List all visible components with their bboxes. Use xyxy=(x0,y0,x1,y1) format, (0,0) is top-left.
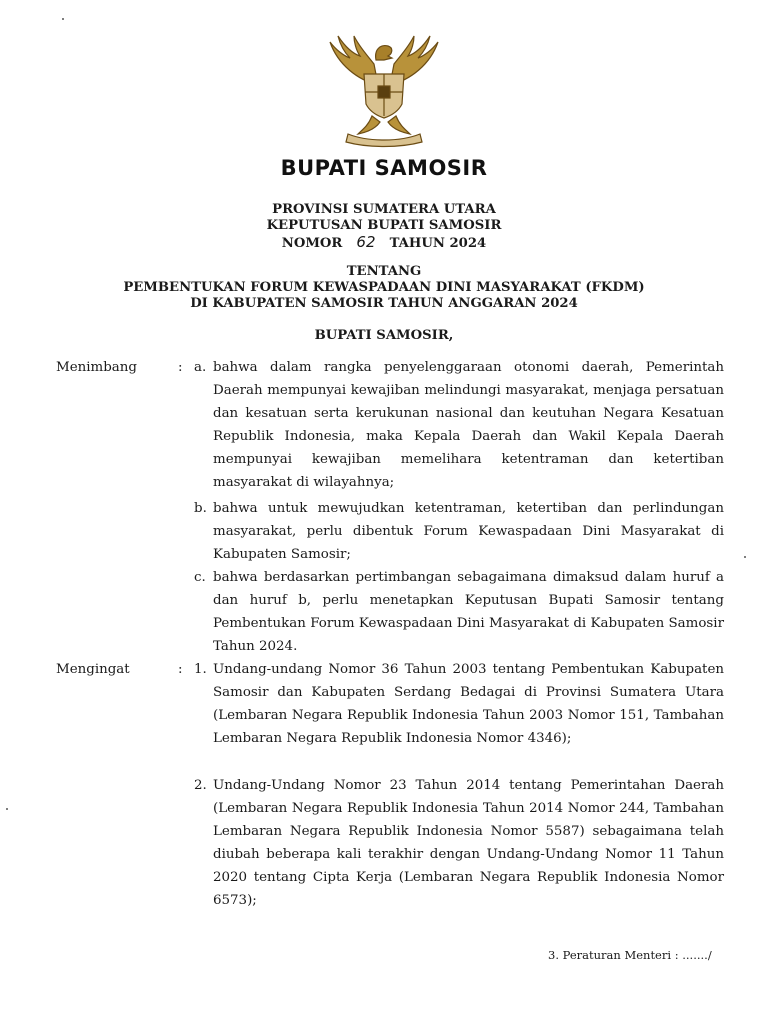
scan-speck xyxy=(62,18,64,20)
continuation-note: 3. Peraturan Menteri : ......./ xyxy=(548,948,712,962)
mengingat-item-2-text: Undang-Undang Nomor 23 Tahun 2014 tentang Pemerintahan Daerah (Lembaran Negara Republik Indonesia Tahun 2014 Nomor 244, Tambahan Lembaran Negara Republik Indonesia Nomor 5587) sebagaimana telah diubah beberapa kali terakhir dengan Undang-Undang Nomor 11 Tahun 2020 tentang Cipta Kerja (Lembaran Negara Republik Indonesia Nomor 6573); xyxy=(213,778,724,908)
province-line: PROVINSI SUMATERA UTARA xyxy=(272,202,496,217)
menimbang-item-b-text: bahwa untuk mewujudkan ketentraman, ketertiban dan perlindungan masyarakat, perlu dibentuk Forum Kewaspadaan Dini Masyarakat di Kabupaten Samosir; xyxy=(213,501,724,562)
scan-speck xyxy=(744,556,746,558)
menimbang-item-c-text: bahwa berdasarkan pertimbangan sebagaimana dimaksud dalam huruf a dan huruf b, perlu menetapkan Keputusan Bupati Samosir tentang Pembentukan Forum Kewaspadaan Dini Masyarakat di Kabupaten Samosir Tahun 2024. xyxy=(213,570,724,654)
subject-line-1: PEMBENTUKAN FORUM KEWASPADAAN DINI MASYARAKAT (FKDM) xyxy=(123,280,645,295)
menimbang-item-b-mark: b. xyxy=(194,501,207,516)
scan-speck xyxy=(6,808,8,810)
mengingat-colon: : xyxy=(178,662,183,677)
mengingat-item-1-mark: 1. xyxy=(194,662,207,677)
menimbang-colon: : xyxy=(178,360,183,375)
menimbang-item-a-mark: a. xyxy=(194,360,207,375)
number-line xyxy=(0,234,768,252)
mengingat-item-2-mark: 2. xyxy=(194,778,207,793)
menimbang-label: Menimbang xyxy=(56,360,137,375)
mengingat-label: Mengingat xyxy=(56,662,130,677)
decree-line: KEPUTUSAN BUPATI SAMOSIR xyxy=(266,218,502,233)
handwritten-number: 62 xyxy=(356,233,376,251)
office-title: BUPATI SAMOSIR xyxy=(280,156,488,180)
subject-line-2: DI KABUPATEN SAMOSIR TAHUN ANGGARAN 2024 xyxy=(190,296,578,311)
number-label: NOMOR xyxy=(281,236,343,251)
year-label: TAHUN 2024 xyxy=(389,236,487,251)
issuer-heading: BUPATI SAMOSIR, xyxy=(314,328,454,343)
mengingat-item-1-text: Undang-undang Nomor 36 Tahun 2003 tentang Pembentukan Kabupaten Samosir dan Kabupaten Serdang Bedagai di Provinsi Sumatera Utara (Lembaran Negara Republik Indonesia Tahun 2003 Nomor 151, Tambahan Lembaran Negara Republik Indonesia Nomor 4346); xyxy=(213,662,724,746)
about-heading: TENTANG xyxy=(346,264,422,279)
garuda-emblem-icon xyxy=(318,30,450,150)
menimbang-item-c-mark: c. xyxy=(194,570,206,585)
menimbang-item-a-text: bahwa dalam rangka penyelenggaraan otonomi daerah, Pemerintah Daerah mempunyai kewajiban melindungi masyarakat, menjaga persatuan dan kesatuan serta kerukunan nasional dan keutuhan Negara Kesatuan Republik Indonesia, maka Kepala Daerah dan Wakil Kepala Daerah mempunyai kewajiban memelihara ketentraman dan ketertiban masyarakat di wilayahnya; xyxy=(213,360,724,490)
